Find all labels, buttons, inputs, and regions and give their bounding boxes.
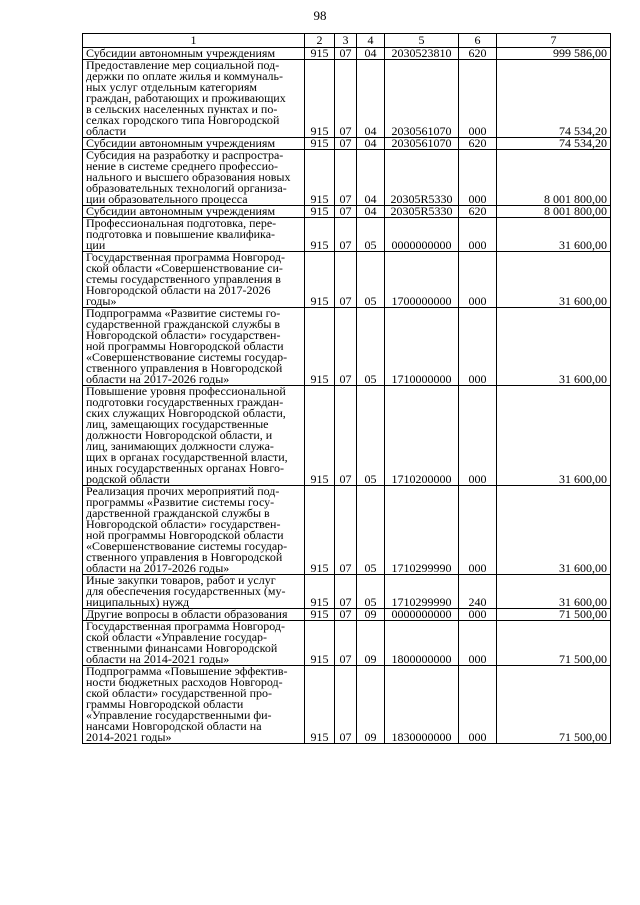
- column-header-amount: 7: [497, 34, 611, 48]
- row-target-code-cell: 2030523810: [385, 48, 459, 60]
- row-subsection-cell: 04: [357, 48, 385, 60]
- row-subsection-cell: 09: [357, 666, 385, 744]
- table-row: [83, 621, 611, 666]
- row-name-cell: Повышение уровня профессиональной подготовки государственных граждан- ских служащих Новгородской области, лиц, замещающих государственные должности Новгородской области, и лиц, занимающих должности служа- щих в органах государственной власти, иных государственных органах Новго- родской области: [83, 386, 305, 486]
- row-expense-kind-cell: 000: [459, 60, 497, 138]
- row-name-cell: Государственная программа Новгород- ской области «Совершенствование си- стемы государственного управления в Новгородской области на 2017-2026 годы»: [83, 252, 305, 308]
- row-name-cell: Субсидии автономным учреждениям: [83, 206, 305, 218]
- table-row: [83, 308, 611, 386]
- row-expense-kind-cell: 620: [459, 48, 497, 60]
- row-subsection-cell: 05: [357, 308, 385, 386]
- row-amount-cell: 31 600,00: [497, 486, 611, 575]
- table-row: [83, 60, 611, 138]
- row-name-cell: Субсидия на разработку и распростра- нение в системе среднего профессио- нального и высшего образования новых образовательных технологий организа- ции образовательного процесса: [83, 150, 305, 206]
- row-target-code-cell: 1710200000: [385, 386, 459, 486]
- row-grbs-cell: 915: [305, 150, 335, 206]
- row-section-cell: 07: [335, 621, 357, 666]
- row-section-cell: 07: [335, 60, 357, 138]
- row-amount-cell: 31 600,00: [497, 308, 611, 386]
- row-target-code-cell: 1830000000: [385, 666, 459, 744]
- row-amount-cell: 71 500,00: [497, 621, 611, 666]
- row-target-code-cell: 2030561070: [385, 60, 459, 138]
- row-subsection-cell: 04: [357, 150, 385, 206]
- row-name-cell: Подпрограмма «Развитие системы го- сударственной гражданской службы в Новгородской области» государствен- ной программы Новгородской области «Совершенствование системы государ- ственного управления в Новгородской области на 2017-2026 годы»: [83, 308, 305, 386]
- row-amount-cell: 31 600,00: [497, 252, 611, 308]
- row-subsection-cell: 05: [357, 575, 385, 609]
- row-name-cell: Профессиональная подготовка, пере- подготовка и повышение квалифика- ции: [83, 218, 305, 252]
- row-section-cell: 07: [335, 609, 357, 621]
- row-name-cell: Подпрограмма «Повышение эффектив- ности бюджетных расходов Новгород- ской области» государственной про- граммы Новгородской области «Управление государственными фи- нансами Новгородской области на 2014-2021 годы»: [83, 666, 305, 744]
- table-row: [83, 150, 611, 206]
- row-amount-cell: 71 500,00: [497, 609, 611, 621]
- row-name-cell: Другие вопросы в области образования: [83, 609, 305, 621]
- table-row: [83, 386, 611, 486]
- row-target-code-cell: 0000000000: [385, 218, 459, 252]
- column-header-subsection: 4: [357, 34, 385, 48]
- row-name-cell: Субсидии автономным учреждениям: [83, 138, 305, 150]
- row-grbs-cell: 915: [305, 206, 335, 218]
- row-section-cell: 07: [335, 666, 357, 744]
- row-name-cell: Иные закупки товаров, работ и услуг для обеспечения государственных (му- ниципальных) нужд: [83, 575, 305, 609]
- row-section-cell: 07: [335, 308, 357, 386]
- table-row: [83, 218, 611, 252]
- row-section-cell: 07: [335, 252, 357, 308]
- row-expense-kind-cell: 000: [459, 666, 497, 744]
- row-expense-kind-cell: 000: [459, 252, 497, 308]
- row-amount-cell: 8 001 800,00: [497, 206, 611, 218]
- row-name-cell: Субсидии автономным учреждениям: [83, 48, 305, 60]
- row-expense-kind-cell: 000: [459, 621, 497, 666]
- row-expense-kind-cell: 000: [459, 486, 497, 575]
- row-section-cell: 07: [335, 386, 357, 486]
- column-header-name: 1: [83, 34, 305, 48]
- row-grbs-cell: 915: [305, 575, 335, 609]
- row-grbs-cell: 915: [305, 666, 335, 744]
- row-expense-kind-cell: 000: [459, 386, 497, 486]
- row-target-code-cell: 0000000000: [385, 609, 459, 621]
- row-name-cell: Предоставление мер социальной под- держки по оплате жилья и коммуналь- ных услуг отдельным категориям граждан, работающих и проживающих в сельских населенных пунктах и по- селках городского типа Новгородской области: [83, 60, 305, 138]
- row-target-code-cell: 20305R5330: [385, 206, 459, 218]
- row-section-cell: 07: [335, 206, 357, 218]
- table-row: [83, 666, 611, 744]
- row-grbs-cell: 915: [305, 60, 335, 138]
- row-name-cell: Государственная программа Новгород- ской области «Управление государ- ственными финансами Новгородской области на 2014-2021 годы»: [83, 621, 305, 666]
- row-expense-kind-cell: 000: [459, 308, 497, 386]
- row-subsection-cell: 05: [357, 252, 385, 308]
- row-target-code-cell: 1700000000: [385, 252, 459, 308]
- row-target-code-cell: 20305R5330: [385, 150, 459, 206]
- row-name-cell: Реализация прочих мероприятий под- программы «Развитие системы госу- дарственной гражданской службы в Новгородской области» государствен- ной программы Новгородской области «Совершенствование системы государ- ственного управления в Новгородской области на 2017-2026 годы»: [83, 486, 305, 575]
- row-subsection-cell: 04: [357, 138, 385, 150]
- row-expense-kind-cell: 620: [459, 138, 497, 150]
- row-amount-cell: 31 600,00: [497, 218, 611, 252]
- row-section-cell: 07: [335, 218, 357, 252]
- row-target-code-cell: 1710000000: [385, 308, 459, 386]
- row-grbs-cell: 915: [305, 138, 335, 150]
- row-amount-cell: 8 001 800,00: [497, 150, 611, 206]
- row-grbs-cell: 915: [305, 218, 335, 252]
- row-target-code-cell: 1710299990: [385, 575, 459, 609]
- column-header-grbs: 2: [305, 34, 335, 48]
- row-grbs-cell: 915: [305, 48, 335, 60]
- row-subsection-cell: 05: [357, 486, 385, 575]
- column-header-section: 3: [335, 34, 357, 48]
- row-section-cell: 07: [335, 150, 357, 206]
- table-row: [83, 486, 611, 575]
- row-section-cell: 07: [335, 48, 357, 60]
- row-section-cell: 07: [335, 486, 357, 575]
- row-grbs-cell: 915: [305, 386, 335, 486]
- row-amount-cell: 74 534,20: [497, 60, 611, 138]
- row-target-code-cell: 2030561070: [385, 138, 459, 150]
- column-header-target-code: 5: [385, 34, 459, 48]
- row-section-cell: 07: [335, 138, 357, 150]
- row-grbs-cell: 915: [305, 252, 335, 308]
- budget-table: [82, 33, 611, 744]
- row-expense-kind-cell: 000: [459, 218, 497, 252]
- row-section-cell: 07: [335, 575, 357, 609]
- row-subsection-cell: 04: [357, 60, 385, 138]
- table-row: [83, 575, 611, 609]
- row-expense-kind-cell: 000: [459, 609, 497, 621]
- row-expense-kind-cell: 620: [459, 206, 497, 218]
- row-amount-cell: 31 600,00: [497, 575, 611, 609]
- row-subsection-cell: 04: [357, 206, 385, 218]
- row-expense-kind-cell: 240: [459, 575, 497, 609]
- page-number: 98: [313, 8, 327, 23]
- row-target-code-cell: 1710299990: [385, 486, 459, 575]
- row-amount-cell: 31 600,00: [497, 386, 611, 486]
- row-expense-kind-cell: 000: [459, 150, 497, 206]
- row-subsection-cell: 05: [357, 386, 385, 486]
- column-header-expense-kind: 6: [459, 34, 497, 48]
- row-subsection-cell: 05: [357, 218, 385, 252]
- row-target-code-cell: 1800000000: [385, 621, 459, 666]
- row-grbs-cell: 915: [305, 609, 335, 621]
- row-amount-cell: 71 500,00: [497, 666, 611, 744]
- row-grbs-cell: 915: [305, 308, 335, 386]
- row-subsection-cell: 09: [357, 621, 385, 666]
- row-amount-cell: 74 534,20: [497, 138, 611, 150]
- table-row: [83, 252, 611, 308]
- row-subsection-cell: 09: [357, 609, 385, 621]
- row-grbs-cell: 915: [305, 621, 335, 666]
- row-amount-cell: 999 586,00: [497, 48, 611, 60]
- row-grbs-cell: 915: [305, 486, 335, 575]
